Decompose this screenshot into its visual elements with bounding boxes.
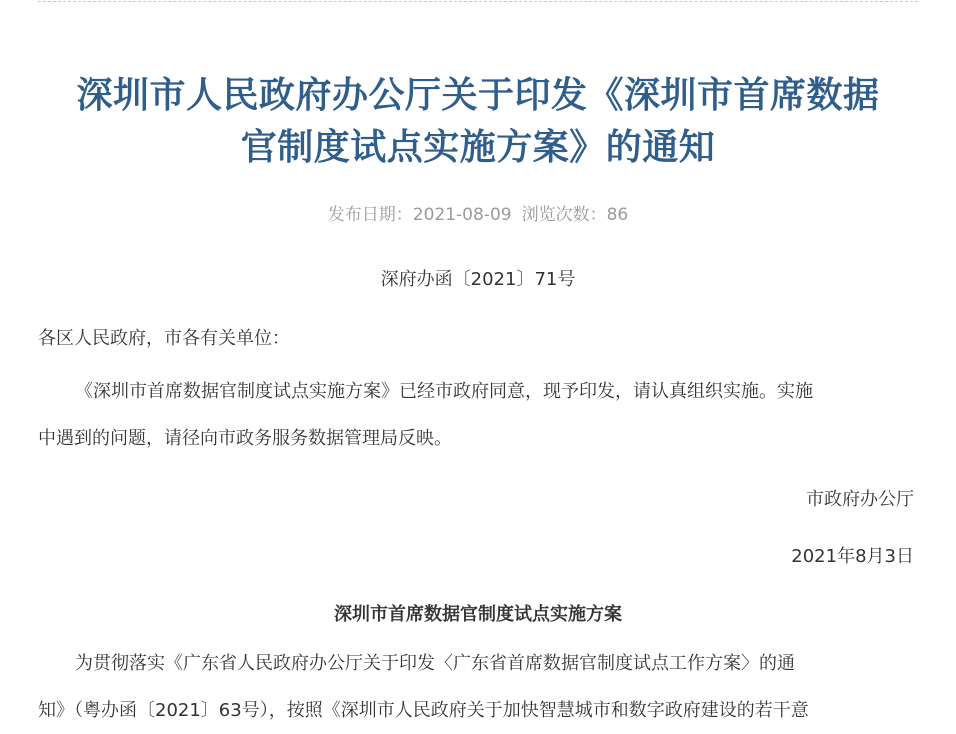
attachment-paragraph-line-2: 知》（粤办函〔2021〕63号），按照《深圳市人民政府关于加快智慧城市和数字政府建设的若干意 [38,700,809,721]
addressee: 各区人民政府，市各有关单位： [38,328,290,349]
document-title [20,70,936,174]
document-title-line-1: 深圳市人民政府办公厅关于印发《深圳市首席数据 [76,75,880,116]
publish-date-value: 2021-08-09 [412,205,512,225]
attachment-title: 深圳市首席数据官制度试点实施方案 [334,604,622,625]
view-count-value: 86 [606,205,629,225]
publish-date-label: 发布日期： [327,205,413,225]
attachment-paragraph [38,640,914,734]
document-title-line-2: 官制度试点实施方案》的通知 [240,127,716,168]
publish-meta [0,200,956,225]
body-paragraph [38,368,914,462]
body-paragraph-line-1: 《深圳市首席数据官制度试点实施方案》已经市政府同意，现予印发，请认真组织实施。实施 [75,381,813,402]
body-paragraph-line-2: 中遇到的问题，请径向市政务服务数据管理局反映。 [38,428,452,449]
document-number: 深府办函〔2021〕71号 [380,269,576,290]
view-count-label: 浏览次数： [521,205,607,225]
top-divider [38,1,918,2]
signature-date: 2021年8月3日 [791,546,914,567]
signature-organization: 市政府办公厅 [806,489,914,510]
attachment-paragraph-line-1: 为贯彻落实《广东省人民政府办公厅关于印发〈广东省首席数据官制度试点工作方案〉的通 [75,653,795,674]
